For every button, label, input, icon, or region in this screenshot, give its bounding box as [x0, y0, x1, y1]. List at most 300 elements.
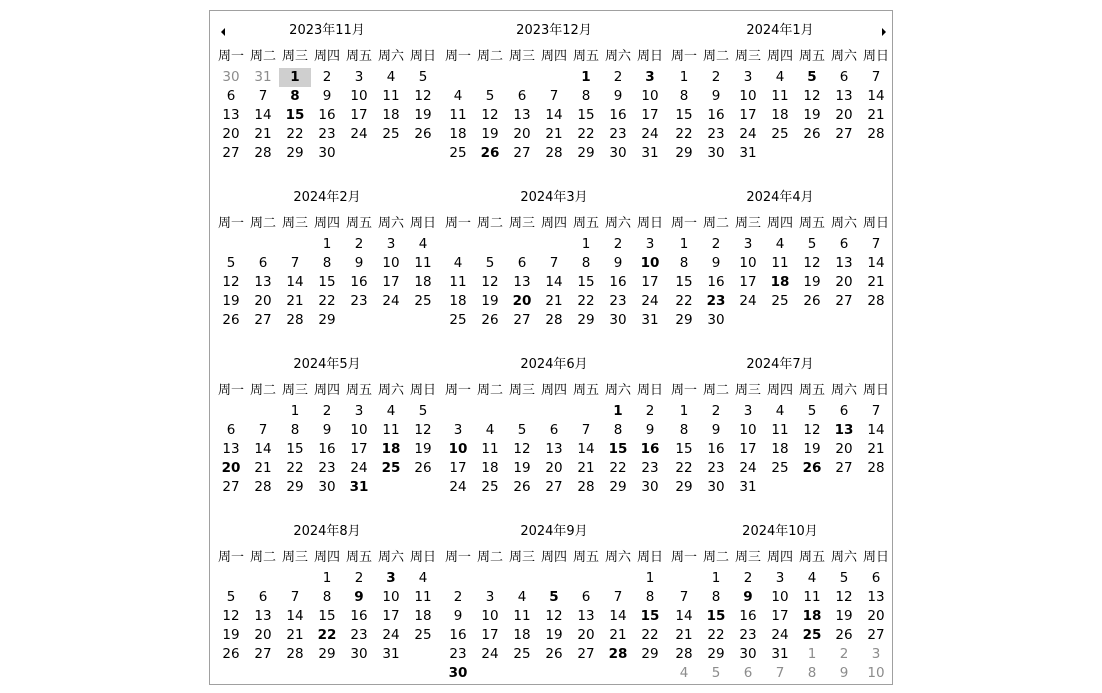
calendar-day[interactable]: 19: [513, 460, 531, 476]
calendar-day[interactable]: 17: [350, 441, 368, 457]
calendar-day[interactable]: 20: [835, 107, 853, 123]
month-title[interactable]: 2024年7月: [746, 357, 814, 372]
calendar-day[interactable]: 5: [226, 255, 236, 271]
calendar-day[interactable]: 11: [449, 107, 467, 123]
calendar-day[interactable]: 21: [867, 274, 885, 290]
calendar-day[interactable]: 3: [453, 422, 463, 438]
calendar-day[interactable]: 6: [258, 589, 268, 605]
calendar-day[interactable]: 30: [609, 145, 627, 161]
calendar-day[interactable]: 27: [577, 646, 595, 662]
calendar-day[interactable]: 11: [481, 441, 499, 457]
calendar-day[interactable]: 3: [645, 69, 655, 85]
calendar-day[interactable]: 5: [807, 69, 817, 85]
calendar-day[interactable]: 26: [513, 479, 531, 495]
calendar-day[interactable]: 12: [481, 107, 499, 123]
calendar-day[interactable]: 4: [775, 403, 785, 419]
month-title[interactable]: 2024年1月: [746, 23, 814, 38]
calendar-day[interactable]: 28: [867, 460, 885, 476]
calendar-day[interactable]: 19: [545, 627, 563, 643]
calendar-day[interactable]: 28: [545, 145, 563, 161]
month-title[interactable]: 2024年2月: [293, 190, 361, 205]
calendar-day[interactable]: 8: [322, 589, 332, 605]
calendar-day[interactable]: 31: [641, 145, 659, 161]
calendar-day[interactable]: 2: [613, 236, 623, 252]
calendar-day[interactable]: 1: [711, 570, 721, 586]
calendar-day[interactable]: 23: [707, 126, 725, 142]
calendar-day[interactable]: 24: [739, 460, 757, 476]
calendar-day[interactable]: 4: [775, 236, 785, 252]
calendar-day[interactable]: 1: [645, 570, 655, 586]
calendar-day[interactable]: 3: [743, 69, 753, 85]
calendar-day[interactable]: 26: [545, 646, 563, 662]
calendar-day[interactable]: 26: [481, 312, 499, 328]
calendar-day[interactable]: 9: [645, 422, 655, 438]
calendar-day[interactable]: 2: [645, 403, 655, 419]
calendar-day[interactable]: 26: [803, 126, 821, 142]
calendar-day[interactable]: 16: [707, 441, 725, 457]
calendar-day[interactable]: 29: [675, 479, 693, 495]
calendar-day[interactable]: 30: [739, 646, 757, 662]
calendar-day[interactable]: 13: [835, 88, 853, 104]
calendar-day[interactable]: 4: [386, 69, 396, 85]
calendar-day[interactable]: 6: [517, 255, 527, 271]
calendar-day[interactable]: 16: [318, 107, 336, 123]
calendar-day[interactable]: 21: [286, 627, 304, 643]
calendar-day[interactable]: 24: [350, 460, 368, 476]
calendar-day[interactable]: 19: [414, 441, 432, 457]
calendar-day[interactable]: 23: [318, 126, 336, 142]
calendar-day[interactable]: 17: [739, 441, 757, 457]
calendar-day[interactable]: 21: [577, 460, 595, 476]
next-month-day[interactable]: 5: [711, 665, 721, 681]
calendar-day[interactable]: 21: [609, 627, 627, 643]
calendar-day[interactable]: 7: [871, 403, 881, 419]
calendar-day[interactable]: 8: [322, 255, 332, 271]
calendar-day[interactable]: 29: [641, 646, 659, 662]
calendar-day[interactable]: 18: [382, 107, 400, 123]
calendar-day[interactable]: 1: [613, 403, 623, 419]
calendar-day[interactable]: 31: [349, 479, 369, 495]
calendar-day[interactable]: 4: [453, 255, 463, 271]
calendar-day[interactable]: 8: [679, 255, 689, 271]
calendar-day[interactable]: 22: [675, 460, 693, 476]
calendar-day[interactable]: 6: [258, 255, 268, 271]
calendar-day[interactable]: 24: [382, 293, 400, 309]
calendar-day[interactable]: 3: [485, 589, 495, 605]
calendar-day[interactable]: 5: [226, 589, 236, 605]
calendar-day[interactable]: 22: [675, 293, 693, 309]
calendar-day[interactable]: 11: [771, 422, 789, 438]
calendar-day[interactable]: 9: [711, 255, 721, 271]
calendar-day[interactable]: 9: [743, 589, 753, 605]
calendar-day[interactable]: 5: [807, 236, 817, 252]
calendar-day[interactable]: 26: [222, 646, 240, 662]
calendar-day[interactable]: 15: [640, 608, 660, 624]
calendar-day[interactable]: 4: [386, 403, 396, 419]
calendar-day[interactable]: 7: [871, 69, 881, 85]
calendar-day[interactable]: 27: [513, 145, 531, 161]
calendar-day[interactable]: 8: [613, 422, 623, 438]
calendar-day[interactable]: 24: [739, 293, 757, 309]
calendar-day[interactable]: 29: [675, 312, 693, 328]
next-month-day[interactable]: 4: [679, 665, 689, 681]
calendar-day[interactable]: 12: [803, 422, 821, 438]
calendar-day[interactable]: 7: [581, 422, 591, 438]
calendar-day[interactable]: 13: [577, 608, 595, 624]
calendar-day[interactable]: 19: [803, 441, 821, 457]
calendar-day[interactable]: 15: [285, 107, 305, 123]
calendar-day[interactable]: 30: [707, 479, 725, 495]
calendar-day[interactable]: 4: [418, 570, 428, 586]
calendar-day[interactable]: 25: [449, 145, 467, 161]
calendar-day[interactable]: 25: [414, 293, 432, 309]
calendar-day[interactable]: 29: [318, 312, 336, 328]
calendar-day[interactable]: 22: [577, 293, 595, 309]
calendar-day[interactable]: 25: [381, 460, 401, 476]
calendar-day[interactable]: 29: [318, 646, 336, 662]
calendar-day[interactable]: 18: [802, 608, 822, 624]
calendar-day[interactable]: 10: [739, 422, 757, 438]
calendar-day[interactable]: 7: [871, 236, 881, 252]
calendar-day[interactable]: 13: [254, 608, 272, 624]
calendar-day[interactable]: 10: [739, 88, 757, 104]
calendar-day[interactable]: 14: [867, 88, 885, 104]
calendar-day[interactable]: 18: [414, 608, 432, 624]
calendar-day[interactable]: 10: [739, 255, 757, 271]
calendar-day[interactable]: 11: [513, 608, 531, 624]
calendar-day[interactable]: 30: [609, 312, 627, 328]
calendar-day[interactable]: 25: [513, 646, 531, 662]
calendar-day[interactable]: 23: [350, 293, 368, 309]
calendar-day[interactable]: 31: [771, 646, 789, 662]
calendar-day[interactable]: 20: [835, 441, 853, 457]
calendar-day[interactable]: 16: [609, 274, 627, 290]
calendar-day[interactable]: 2: [354, 570, 364, 586]
calendar-day[interactable]: 27: [222, 145, 240, 161]
calendar-day[interactable]: 22: [577, 126, 595, 142]
calendar-day[interactable]: 14: [675, 608, 693, 624]
calendar-day[interactable]: 29: [577, 312, 595, 328]
calendar-day[interactable]: 31: [382, 646, 400, 662]
calendar-day[interactable]: 9: [613, 255, 623, 271]
calendar-day[interactable]: 28: [254, 145, 272, 161]
calendar-day[interactable]: 24: [350, 126, 368, 142]
calendar-day[interactable]: 28: [867, 126, 885, 142]
calendar-day[interactable]: 10: [382, 589, 400, 605]
calendar-day[interactable]: 13: [254, 274, 272, 290]
calendar-day[interactable]: 18: [770, 274, 790, 290]
calendar-day[interactable]: 31: [739, 145, 757, 161]
calendar-day[interactable]: 10: [640, 255, 660, 271]
calendar-day[interactable]: 21: [545, 293, 563, 309]
calendar-day[interactable]: 29: [707, 646, 725, 662]
calendar-day[interactable]: 16: [350, 608, 368, 624]
calendar-day[interactable]: 26: [835, 627, 853, 643]
calendar-day[interactable]: 24: [641, 126, 659, 142]
calendar-day[interactable]: 7: [258, 422, 268, 438]
calendar-day[interactable]: 28: [675, 646, 693, 662]
calendar-day[interactable]: 2: [322, 69, 332, 85]
calendar-day[interactable]: 9: [711, 422, 721, 438]
calendar-day[interactable]: 14: [609, 608, 627, 624]
calendar-day[interactable]: 5: [418, 403, 428, 419]
calendar-day[interactable]: 2: [711, 403, 721, 419]
calendar-day[interactable]: 26: [414, 126, 432, 142]
calendar-day[interactable]: 18: [513, 627, 531, 643]
calendar-day[interactable]: 4: [517, 589, 527, 605]
calendar-day[interactable]: 24: [771, 627, 789, 643]
calendar-day[interactable]: 3: [354, 403, 364, 419]
calendar-day[interactable]: 6: [581, 589, 591, 605]
calendar-day[interactable]: 10: [382, 255, 400, 271]
calendar-day[interactable]: 22: [675, 126, 693, 142]
calendar-day[interactable]: 20: [254, 627, 272, 643]
calendar-day[interactable]: 10: [641, 88, 659, 104]
calendar-day[interactable]: 7: [549, 88, 559, 104]
calendar-day[interactable]: 2: [453, 589, 463, 605]
calendar-day[interactable]: 11: [382, 422, 400, 438]
calendar-day[interactable]: 24: [449, 479, 467, 495]
calendar-day[interactable]: 21: [254, 126, 272, 142]
calendar-day[interactable]: 27: [254, 312, 272, 328]
calendar-day[interactable]: 9: [354, 255, 364, 271]
calendar-day[interactable]: 11: [414, 589, 432, 605]
calendar-day[interactable]: 10: [350, 422, 368, 438]
calendar-day[interactable]: 13: [513, 107, 531, 123]
calendar-day[interactable]: 16: [707, 274, 725, 290]
calendar-day[interactable]: 8: [679, 422, 689, 438]
calendar-day[interactable]: 4: [807, 570, 817, 586]
calendar-day[interactable]: 15: [577, 274, 595, 290]
calendar-day[interactable]: 20: [221, 460, 241, 476]
calendar-day[interactable]: 7: [613, 589, 623, 605]
next-month-day[interactable]: 2: [839, 646, 849, 662]
calendar-day[interactable]: 4: [485, 422, 495, 438]
calendar-day[interactable]: 18: [414, 274, 432, 290]
calendar-day[interactable]: 15: [318, 608, 336, 624]
calendar-day[interactable]: 17: [739, 274, 757, 290]
calendar-day[interactable]: 14: [254, 441, 272, 457]
calendar-day[interactable]: 6: [839, 403, 849, 419]
calendar-day[interactable]: 15: [577, 107, 595, 123]
calendar-day[interactable]: 14: [254, 107, 272, 123]
calendar-day[interactable]: 20: [254, 293, 272, 309]
calendar-day[interactable]: 20: [577, 627, 595, 643]
next-month-day[interactable]: 7: [775, 665, 785, 681]
calendar-day[interactable]: 16: [739, 608, 757, 624]
calendar-day[interactable]: 6: [839, 236, 849, 252]
calendar-day[interactable]: 17: [449, 460, 467, 476]
calendar-day[interactable]: 4: [418, 236, 428, 252]
next-month-day[interactable]: 9: [839, 665, 849, 681]
calendar-day[interactable]: 5: [418, 69, 428, 85]
calendar-day[interactable]: 14: [286, 274, 304, 290]
calendar-day[interactable]: 24: [641, 293, 659, 309]
next-month-day[interactable]: 10: [867, 665, 885, 681]
calendar-day[interactable]: 8: [679, 88, 689, 104]
calendar-day[interactable]: 3: [354, 69, 364, 85]
calendar-day[interactable]: 2: [613, 69, 623, 85]
calendar-day[interactable]: 25: [382, 126, 400, 142]
calendar-day[interactable]: 14: [286, 608, 304, 624]
month-title[interactable]: 2024年5月: [293, 357, 361, 372]
calendar-day[interactable]: 26: [222, 312, 240, 328]
calendar-day[interactable]: 15: [706, 608, 726, 624]
calendar-day[interactable]: 9: [613, 88, 623, 104]
calendar-day[interactable]: 10: [481, 608, 499, 624]
calendar-day[interactable]: 22: [286, 460, 304, 476]
calendar-day[interactable]: 6: [517, 88, 527, 104]
calendar-day[interactable]: 19: [481, 126, 499, 142]
calendar-day[interactable]: 20: [512, 293, 532, 309]
calendar-day[interactable]: 1: [322, 236, 332, 252]
calendar-day[interactable]: 8: [290, 422, 300, 438]
calendar-day[interactable]: 9: [322, 88, 332, 104]
calendar-day[interactable]: 6: [226, 422, 236, 438]
calendar-day[interactable]: 27: [835, 460, 853, 476]
calendar-day[interactable]: 28: [577, 479, 595, 495]
calendar-day[interactable]: 31: [641, 312, 659, 328]
calendar-day[interactable]: 13: [834, 422, 854, 438]
calendar-day[interactable]: 23: [739, 627, 757, 643]
calendar-day[interactable]: 15: [608, 441, 628, 457]
calendar-day[interactable]: 22: [707, 627, 725, 643]
calendar-day[interactable]: 10: [771, 589, 789, 605]
calendar-day[interactable]: 26: [803, 293, 821, 309]
calendar-day[interactable]: 7: [290, 255, 300, 271]
next-month-day[interactable]: 8: [807, 665, 817, 681]
calendar-day[interactable]: 12: [414, 422, 432, 438]
calendar-day[interactable]: 24: [739, 126, 757, 142]
calendar-day[interactable]: 14: [867, 255, 885, 271]
month-title[interactable]: 2024年3月: [520, 190, 588, 205]
calendar-day[interactable]: 5: [807, 403, 817, 419]
calendar-day[interactable]: 12: [481, 274, 499, 290]
calendar-day[interactable]: 23: [706, 293, 726, 309]
calendar-day[interactable]: 22: [609, 460, 627, 476]
calendar-day[interactable]: 12: [835, 589, 853, 605]
calendar-day[interactable]: 21: [254, 460, 272, 476]
calendar-day[interactable]: 16: [350, 274, 368, 290]
calendar-day[interactable]: 13: [513, 274, 531, 290]
calendar-day[interactable]: 25: [481, 479, 499, 495]
calendar-day[interactable]: 27: [513, 312, 531, 328]
prev-month-day[interactable]: 30: [222, 69, 240, 85]
calendar-day[interactable]: 6: [226, 88, 236, 104]
calendar-day[interactable]: 12: [803, 88, 821, 104]
calendar-day[interactable]: 9: [322, 422, 332, 438]
calendar-day[interactable]: 21: [867, 107, 885, 123]
calendar-day[interactable]: 12: [803, 255, 821, 271]
selected-day[interactable]: 1: [279, 68, 311, 87]
calendar-day[interactable]: 11: [771, 255, 789, 271]
calendar-day[interactable]: 11: [382, 88, 400, 104]
calendar-day[interactable]: 18: [449, 126, 467, 142]
calendar-day[interactable]: 6: [871, 570, 881, 586]
calendar-day[interactable]: 23: [350, 627, 368, 643]
calendar-day[interactable]: 9: [354, 589, 364, 605]
calendar-day[interactable]: 16: [707, 107, 725, 123]
calendar-day[interactable]: 5: [517, 422, 527, 438]
calendar-day[interactable]: 16: [449, 627, 467, 643]
calendar-day[interactable]: 10: [350, 88, 368, 104]
calendar-day[interactable]: 24: [382, 627, 400, 643]
calendar-day[interactable]: 5: [485, 255, 495, 271]
calendar-day[interactable]: 23: [641, 460, 659, 476]
calendar-day[interactable]: 25: [414, 627, 432, 643]
calendar-day[interactable]: 20: [513, 126, 531, 142]
calendar-day[interactable]: 23: [609, 293, 627, 309]
calendar-day[interactable]: 12: [513, 441, 531, 457]
calendar-day[interactable]: 29: [609, 479, 627, 495]
calendar-day[interactable]: 2: [743, 570, 753, 586]
calendar-day[interactable]: 27: [222, 479, 240, 495]
calendar-day[interactable]: 7: [679, 589, 689, 605]
calendar-day[interactable]: 1: [322, 570, 332, 586]
calendar-day[interactable]: 26: [414, 460, 432, 476]
calendar-day[interactable]: 2: [711, 236, 721, 252]
calendar-day[interactable]: 1: [290, 403, 300, 419]
calendar-day[interactable]: 25: [449, 312, 467, 328]
month-title[interactable]: 2024年6月: [520, 357, 588, 372]
calendar-day[interactable]: 13: [835, 255, 853, 271]
calendar-day[interactable]: 23: [449, 646, 467, 662]
calendar-day[interactable]: 28: [545, 312, 563, 328]
calendar-day[interactable]: 2: [354, 236, 364, 252]
calendar-day[interactable]: 17: [481, 627, 499, 643]
calendar-day[interactable]: 30: [707, 312, 725, 328]
calendar-day[interactable]: 3: [645, 236, 655, 252]
calendar-day[interactable]: 23: [707, 460, 725, 476]
calendar-day[interactable]: 19: [222, 293, 240, 309]
calendar-day[interactable]: 30: [318, 145, 336, 161]
calendar-day[interactable]: 18: [771, 107, 789, 123]
calendar-day[interactable]: 18: [481, 460, 499, 476]
calendar-day[interactable]: 15: [286, 441, 304, 457]
calendar-day[interactable]: 10: [448, 441, 468, 457]
calendar-day[interactable]: 12: [545, 608, 563, 624]
calendar-day[interactable]: 3: [386, 236, 396, 252]
calendar-day[interactable]: 16: [640, 441, 660, 457]
calendar-day[interactable]: 21: [545, 126, 563, 142]
calendar-day[interactable]: 2: [711, 69, 721, 85]
calendar-day[interactable]: 21: [867, 441, 885, 457]
calendar-day[interactable]: 12: [222, 608, 240, 624]
calendar-day[interactable]: 13: [545, 441, 563, 457]
calendar-day[interactable]: 11: [414, 255, 432, 271]
calendar-day[interactable]: 4: [453, 88, 463, 104]
month-title[interactable]: 2024年4月: [746, 190, 814, 205]
calendar-day[interactable]: 8: [581, 255, 591, 271]
calendar-day[interactable]: 17: [382, 608, 400, 624]
calendar-day[interactable]: 6: [549, 422, 559, 438]
calendar-day[interactable]: 25: [802, 627, 822, 643]
calendar-day[interactable]: 11: [771, 88, 789, 104]
prev-month-day[interactable]: 31: [254, 69, 272, 85]
calendar-day[interactable]: 29: [577, 145, 595, 161]
calendar-day[interactable]: 16: [609, 107, 627, 123]
calendar-day[interactable]: 19: [835, 608, 853, 624]
calendar-day[interactable]: 16: [318, 441, 336, 457]
calendar-day[interactable]: 1: [581, 236, 591, 252]
calendar-day[interactable]: 22: [286, 126, 304, 142]
calendar-day[interactable]: 12: [414, 88, 432, 104]
calendar-day[interactable]: 30: [641, 479, 659, 495]
calendar-day[interactable]: 18: [381, 441, 401, 457]
calendar-day[interactable]: 6: [839, 69, 849, 85]
calendar-day[interactable]: 25: [771, 460, 789, 476]
calendar-day[interactable]: 13: [867, 589, 885, 605]
